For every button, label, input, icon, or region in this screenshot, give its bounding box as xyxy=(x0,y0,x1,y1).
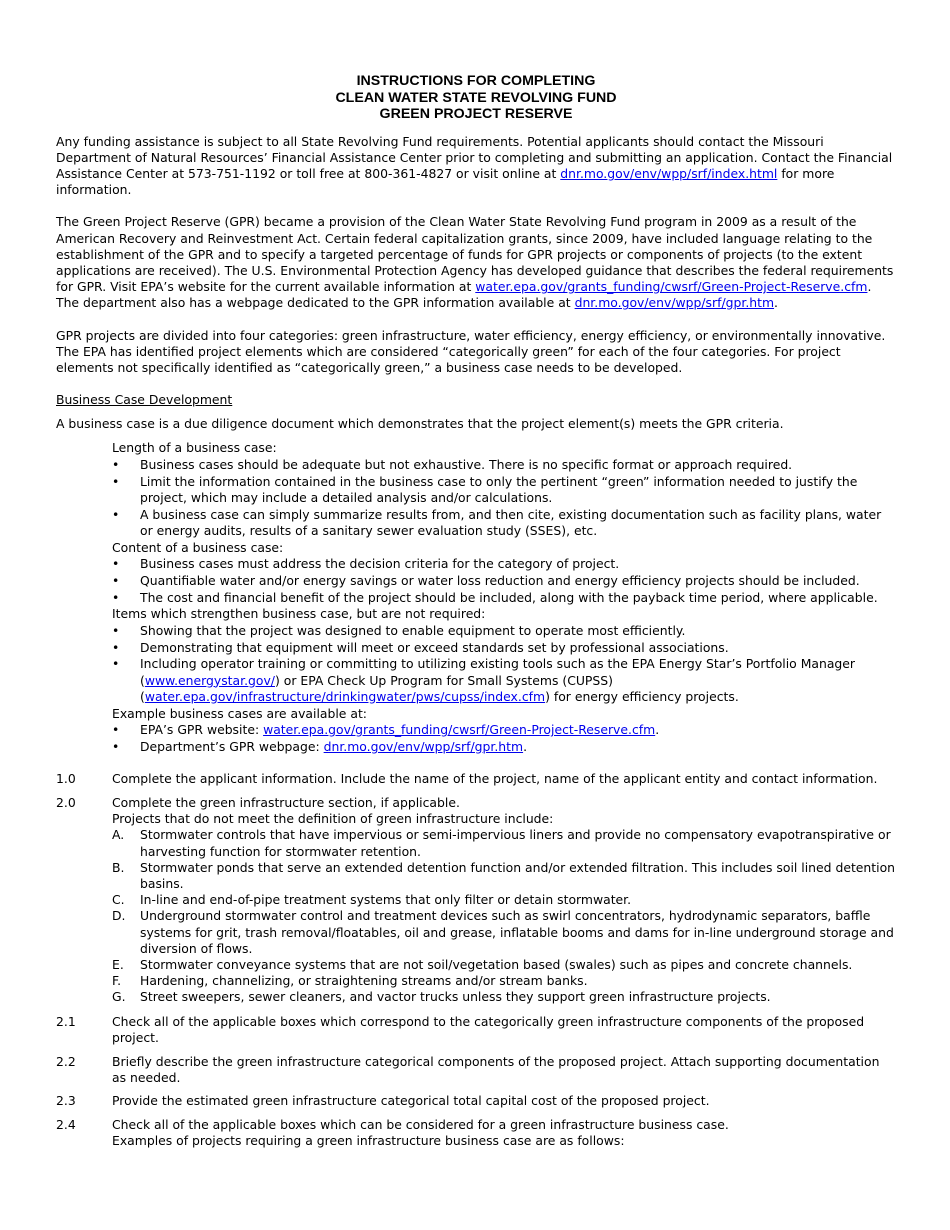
document-page xyxy=(56,73,896,1149)
item-number: 2.1 xyxy=(56,1013,76,1029)
list-item: • Business cases must address the decision criteria for the category of project. xyxy=(112,556,620,572)
bullet-icon: • xyxy=(112,589,120,605)
item-number: 2.3 xyxy=(56,1093,76,1109)
bullet-icon: • xyxy=(112,457,120,473)
dnr-gpr-example-link[interactable]: dnr.mo.gov/env/wpp/srf/gpr.htm xyxy=(323,739,524,754)
list-item: E. Stormwater conveyance systems that are not soil/vegetation based (swales) such as pipes and concrete channels. xyxy=(112,956,853,972)
instruction-2-4: 2.4 Check all of the applicable boxes which can be considered for a green infrastructure business case. Examples of projects requiring a green infrastructure business case are as follows: xyxy=(56,1116,729,1148)
list-item: C. In-line and end-of-pipe treatment systems that only filter or detain stormwater. xyxy=(112,892,632,908)
content-label: Content of a business case: xyxy=(112,539,284,555)
srf-index-link[interactable]: dnr.mo.gov/env/wpp/srf/index.html xyxy=(560,165,778,181)
intro-paragraph-funding: Any funding assistance is subject to all State Revolving Fund requirements. Potential applicants should contact the Missouri Department of Natural Resources’ Financial Assistance Center prior to completing and submitting an application. Contact the Financial Assistance Center at 573-751-1192 or toll free at 800-361-4827 or visit online at dnr.mo.gov/env/wpp/srf/index.html for more information. xyxy=(56,133,893,198)
intro-paragraph-categories: GPR projects are divided into four categories: green infrastructure, water efficiency, energy efficiency, or environmentally innovative. The EPA has identified project elements which are considered “categorically green” for each of the four categories. For project elements not specifically identified as “categorically green,” a business case needs to be developed. xyxy=(56,327,886,375)
item-number: 2.4 xyxy=(56,1116,76,1132)
bullet-icon: • xyxy=(112,639,120,655)
list-item: • Showing that the project was designed to enable equipment to operate most efficiently. xyxy=(112,623,686,639)
instruction-2-3: 2.3 Provide the estimated green infrastructure categorical total capital cost of the proposed project. xyxy=(56,1093,710,1109)
item-number: 2.2 xyxy=(56,1053,76,1069)
item-number: 2.0 xyxy=(56,794,76,810)
dnr-gpr-link[interactable]: dnr.mo.gov/env/wpp/srf/gpr.htm xyxy=(574,295,775,311)
list-item: D. Underground stormwater control and treatment devices such as swirl concentrators, hydrodynamic separators, baffle systems for grit, trash removal/floatables, oil and grease, inflatable booms and dams for in-line underground storage and diversion of flows. xyxy=(112,908,894,956)
list-item: B. Stormwater ponds that serve an extended detention function and/or extended filtration. This includes soil lined detention basins. xyxy=(112,859,896,891)
bullet-icon: • xyxy=(112,572,120,588)
list-item: • EPA’s GPR website: water.epa.gov/grants_funding/cwsrf/Green-Project-Reserve.cfm. xyxy=(112,722,660,738)
list-item: F. Hardening, channelizing, or straightening streams and/or stream banks. xyxy=(112,973,588,989)
epa-gpr-link[interactable]: water.epa.gov/grants_funding/cwsrf/Green-Project-Reserve.cfm xyxy=(475,279,868,295)
bullet-icon: • xyxy=(112,739,120,754)
epa-gpr-example-link[interactable]: water.epa.gov/grants_funding/cwsrf/Green-Project-Reserve.cfm xyxy=(263,722,656,738)
business-case-details xyxy=(112,440,896,755)
cupss-link[interactable]: water.epa.gov/infrastructure/drinkingwater/pws/cupss/index.cfm xyxy=(144,688,546,704)
bullet-icon: • xyxy=(112,623,120,639)
business-case-heading: Business Case Development xyxy=(56,392,233,408)
business-case-intro: A business case is a due diligence document which demonstrates that the project element(s) meets the GPR criteria. xyxy=(56,416,784,432)
bullet-icon: • xyxy=(112,722,120,738)
instruction-2-1: 2.1 Check all of the applicable boxes which correspond to the categorically green infrastructure components of the proposed project. xyxy=(56,1013,865,1045)
list-item: G. Street sweepers, sewer cleaners, and vactor trucks unless they support green infrastructure projects. xyxy=(112,989,771,1005)
item-number: 1.0 xyxy=(56,770,76,786)
bullet-icon: • xyxy=(112,473,120,489)
energystar-link[interactable]: www.energystar.gov/ xyxy=(144,672,275,688)
strengthen-label: Items which strengthen business case, but are not required: xyxy=(112,606,486,622)
list-item: • A business case can simply summarize results from, and then cite, existing documentation such as facility plans, water or energy audits, results of a sanitary sewer evaluation study (SSES), etc. xyxy=(112,506,882,538)
title-line-3: GREEN PROJECT RESERVE xyxy=(379,106,573,122)
intro-paragraph-gpr: The Green Project Reserve (GPR) became a provision of the Clean Water State Revolving Fund program in 2009 as a result of the American Recovery and Reinvestment Act. Certain federal capitalization grants, since 2009, have included language relating to the establishment of the GPR and to specify a targeted percentage of funds for GPR projects or components of projects (to the extent applications are received). The U.S. Environmental Protection Agency has developed guidance that describes the federal requirements for GPR. Visit EPA’s website for the current available information at water.epa.gov/grants_funding/cwsrf/Green-Project-Reserve.cfm. The department also has a webpage dedicated to the GPR information available at dnr.mo.gov/env/wpp/srf/gpr.htm. xyxy=(56,214,894,311)
bullet-icon: • xyxy=(112,556,120,572)
list-item: • Demonstrating that equipment will meet or exceed standards set by professional associations. xyxy=(112,639,729,655)
instruction-2-2: 2.2 Briefly describe the green infrastructure categorical components of the proposed project. Attach supporting documentation as needed. xyxy=(56,1053,880,1086)
list-item: A. Stormwater controls that have impervious or semi-impervious liners and provide no compensatory evapotranspirative or harvesting function for stormwater retention. xyxy=(112,827,891,859)
instruction-1-0: 1.0 Complete the applicant information. Include the name of the project, name of the applicant entity and contact information. xyxy=(56,770,878,786)
list-item: • Business cases should be adequate but not exhaustive. There is no specific format or approach required. xyxy=(112,457,793,473)
list-item: • The cost and financial benefit of the project should be included, along with the payback time period, where applicable. xyxy=(112,589,878,605)
examples-label: Example business cases are available at: xyxy=(112,705,367,721)
bullet-icon: • xyxy=(112,506,120,522)
list-item: • Limit the information contained in the business case to only the pertinent “green” information needed to justify the project, which may include a detailed analysis and/or calculations. xyxy=(112,473,858,505)
list-item: • Quantifiable water and/or energy savings or water loss reduction and energy efficiency projects should be included. xyxy=(112,572,860,588)
length-label: Length of a business case: xyxy=(112,440,277,456)
instruction-2-0: 2.0 Complete the green infrastructure section, if applicable. Projects that do not meet the definition of green infrastructure include: A. Stormwater controls that have impervious or semi-impervious liners and provide no compensatory evapotranspirative or harvesting function for stormwater retention. B. Stormwater ponds that serve an extended detention function and/or extended filtration. This includes soil lined detention basins. C. In-line and end-of-pipe treatment systems that only filter or detain stormwater. D. Underground stormwater control and treatment devices such as swirl concentrators, hydrodynamic separators, baffle systems for grit, trash removal/floatables, oil and grease, inflatable booms and dams for in-line underground storage and diversion of flows. E. Stormwater conveyance systems that are not soil/vegetation based (swales) such as pipes and concrete channels. F. Hardening, channelizing, or straightening streams and/or stream banks. G. Street sweepers, sewer cleaners, and vactor trucks unless they support green infrastructure projects. xyxy=(56,794,896,1005)
bullet-icon: • xyxy=(112,656,120,672)
document-title xyxy=(56,73,896,123)
title-line-1: INSTRUCTIONS FOR COMPLETING xyxy=(356,73,596,89)
title-line-2: CLEAN WATER STATE REVOLVING FUND xyxy=(335,89,617,106)
list-item: • Including operator training or committing to utilizing existing tools such as the EPA Energy Star’s Portfolio Manager (www.energystar.gov/) or EPA Check Up Program for Small Systems (CUPSS) (water.epa.gov/infrastructure/drinkingwater/pws/cupss/index.cfm) for energy efficiency projects. xyxy=(112,656,856,704)
list-item: • Department’s GPR webpage: dnr.mo.gov/env/wpp/srf/gpr.htm. xyxy=(112,739,528,754)
